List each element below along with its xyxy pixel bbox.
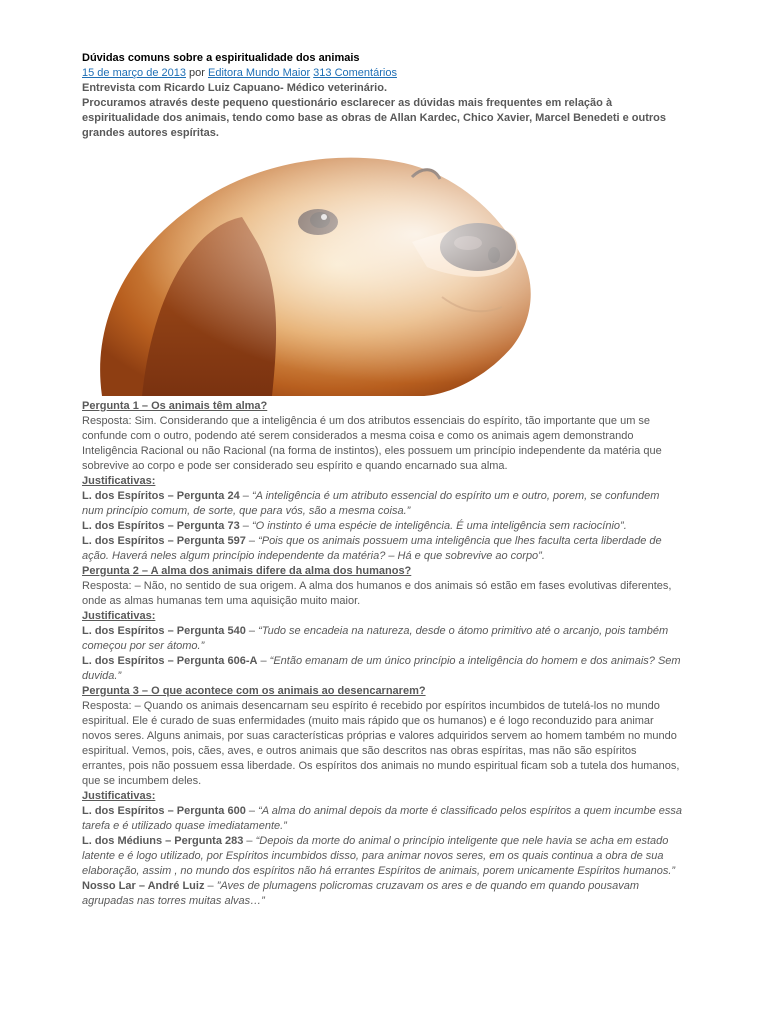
justification-quote: “Tudo se encadeia na natureza, desde o átomo primitivo até o arcanjo, pois também começou por ser átomo.” <box>82 625 669 652</box>
article <box>82 51 682 909</box>
justification-separator: – <box>239 520 252 532</box>
justifications-label: Justificativas: <box>82 610 156 622</box>
question-heading: Pergunta 3 – O que acontece com os animais ao desencarnarem? <box>82 685 426 697</box>
justification-quote: “A inteligência é um atributo essencial do espírito um e outro, porem, se confundem num princípio comum, de sorte, que para vós, são a mesma coisa.” <box>82 490 660 517</box>
justification-separator: – <box>243 835 256 847</box>
article-meta <box>82 66 682 81</box>
justification-source: L. dos Médiuns – Pergunta 283 <box>82 835 244 847</box>
by-label: por <box>189 67 205 79</box>
justification-source: Nosso Lar – André Luiz <box>82 880 205 892</box>
justification-quote: “Pois que os animais possuem uma inteligência que lhes faculta certa liberdade de ação. Haverá neles algum princípio independente da matéria? – Há e que sobrevive ao corpo”. <box>82 535 662 562</box>
question-heading: Pergunta 1 – Os animais têm alma? <box>82 400 268 412</box>
intro-line: Entrevista com Ricardo Luiz Capuano- Médico veterinário. <box>82 82 388 94</box>
justification-item <box>82 654 682 684</box>
justification-item <box>82 489 682 519</box>
justifications-label: Justificativas: <box>82 790 156 802</box>
justification-separator: – <box>245 625 259 637</box>
justification-separator: – <box>245 805 259 817</box>
justification-item <box>82 519 682 534</box>
justifications-label: Justificativas: <box>82 475 156 487</box>
answer-text: Resposta: – Não, no sentido de sua origem. A alma dos humanos e dos animais só estão em fases evolutivas diferentes, onde as almas humanas tem uma aquisição muito maior. <box>82 580 672 607</box>
author-link[interactable]: Editora Mundo Maior <box>208 67 311 79</box>
justification-quote: “Depois da morte do animal o princípio inteligente que nele havia se acha em estado latente e é logo utilizado, por Espíritos incumbidos disso, para animar novos seres, em os quais continua a obra de sua elaboração, assim , no mundo dos espíritos não há errantes Espíritos de animais, porem unicamente Espíritos humanos.” <box>82 835 676 877</box>
question-heading: Pergunta 2 – A alma dos animais difere da alma dos humanos? <box>82 565 412 577</box>
justification-quote: ”Aves de plumagens policromas cruzavam os ares e de quando em quando pousavam agrupadas nas torres muitas alvas…” <box>82 880 640 907</box>
justification-source: L. dos Espíritos – Pergunta 606-A <box>82 655 258 667</box>
qa-list <box>82 399 682 909</box>
justification-item <box>82 804 682 834</box>
justification-item <box>82 534 682 564</box>
answer-text: Resposta: – Quando os animais desencarnam seu espírito é recebido por espíritos incumbidos de tutelá-los no mundo espiritual. Ele é curado de suas enfermidades (muito mais rápido que os humanos) e é logo reconduzido para animar novos seres. Alguns animais, por suas características próprias e valores adquiridos servem ao homem também no mundo espiritual. Vemos, pois, cães, aves, e outros animais que são descritos nas obras espíritas, mas não são espíritos errantes, pois não possuem essa liberdade. Os espíritos dos animais no mundo espiritual ficam sob a tutela dos humanos, que se incumbem deles. <box>82 700 680 787</box>
justification-item <box>82 834 682 879</box>
date-link[interactable]: 15 de março de 2013 <box>82 67 186 79</box>
justification-separator: – <box>257 655 270 667</box>
justification-source: L. dos Espíritos – Pergunta 73 <box>82 520 240 532</box>
comments-link[interactable]: 313 Comentários <box>313 67 397 79</box>
justification-source: L. dos Espíritos – Pergunta 597 <box>82 535 246 547</box>
article-title: Dúvidas comuns sobre a espiritualidade dos animais <box>82 52 360 64</box>
justification-quote: “O instinto é uma espécie de inteligência. É uma inteligência sem raciocínio”. <box>251 520 627 532</box>
justification-source: L. dos Espíritos – Pergunta 600 <box>82 805 246 817</box>
justification-item <box>82 624 682 654</box>
justification-source: L. dos Espíritos – Pergunta 24 <box>82 490 240 502</box>
intro-paragraph: Procuramos através deste pequeno questionário esclarecer as dúvidas mais frequentes em relação à espiritualidade dos animais, tendo como base as obras de Allan Kardec, Chico Xavier, Marcel Benedeti e outros grandes autores espíritas. <box>82 97 666 139</box>
justification-separator: – <box>239 490 252 502</box>
justification-separator: – <box>204 880 217 892</box>
justification-separator: – <box>245 535 259 547</box>
dog-photo <box>82 147 560 396</box>
justification-source: L. dos Espíritos – Pergunta 540 <box>82 625 246 637</box>
justification-quote: “A alma do animal depois da morte é classificado pelos espíritos a quem incumbe essa tarefa e é utilizado quase imediatamente.” <box>82 805 682 832</box>
answer-text: Resposta: Sim. Considerando que a inteligência é um dos atributos essenciais do espírito, tão importante que um se confunde com o outro, podendo até serem considerados a mesma coisa e como os animais agem demonstrando Inteligência Racional ou não Racional (na forma de instintos), eles possuem um princípio independente da matéria que sobrevive ao corpo e pode ser considerado seu espírito e quando encarnado sua alma. <box>82 415 662 472</box>
justification-item <box>82 879 682 909</box>
justification-quote: “Então emanam de um único princípio a inteligência do homem e dos animais? Sem duvida.” <box>82 655 681 682</box>
